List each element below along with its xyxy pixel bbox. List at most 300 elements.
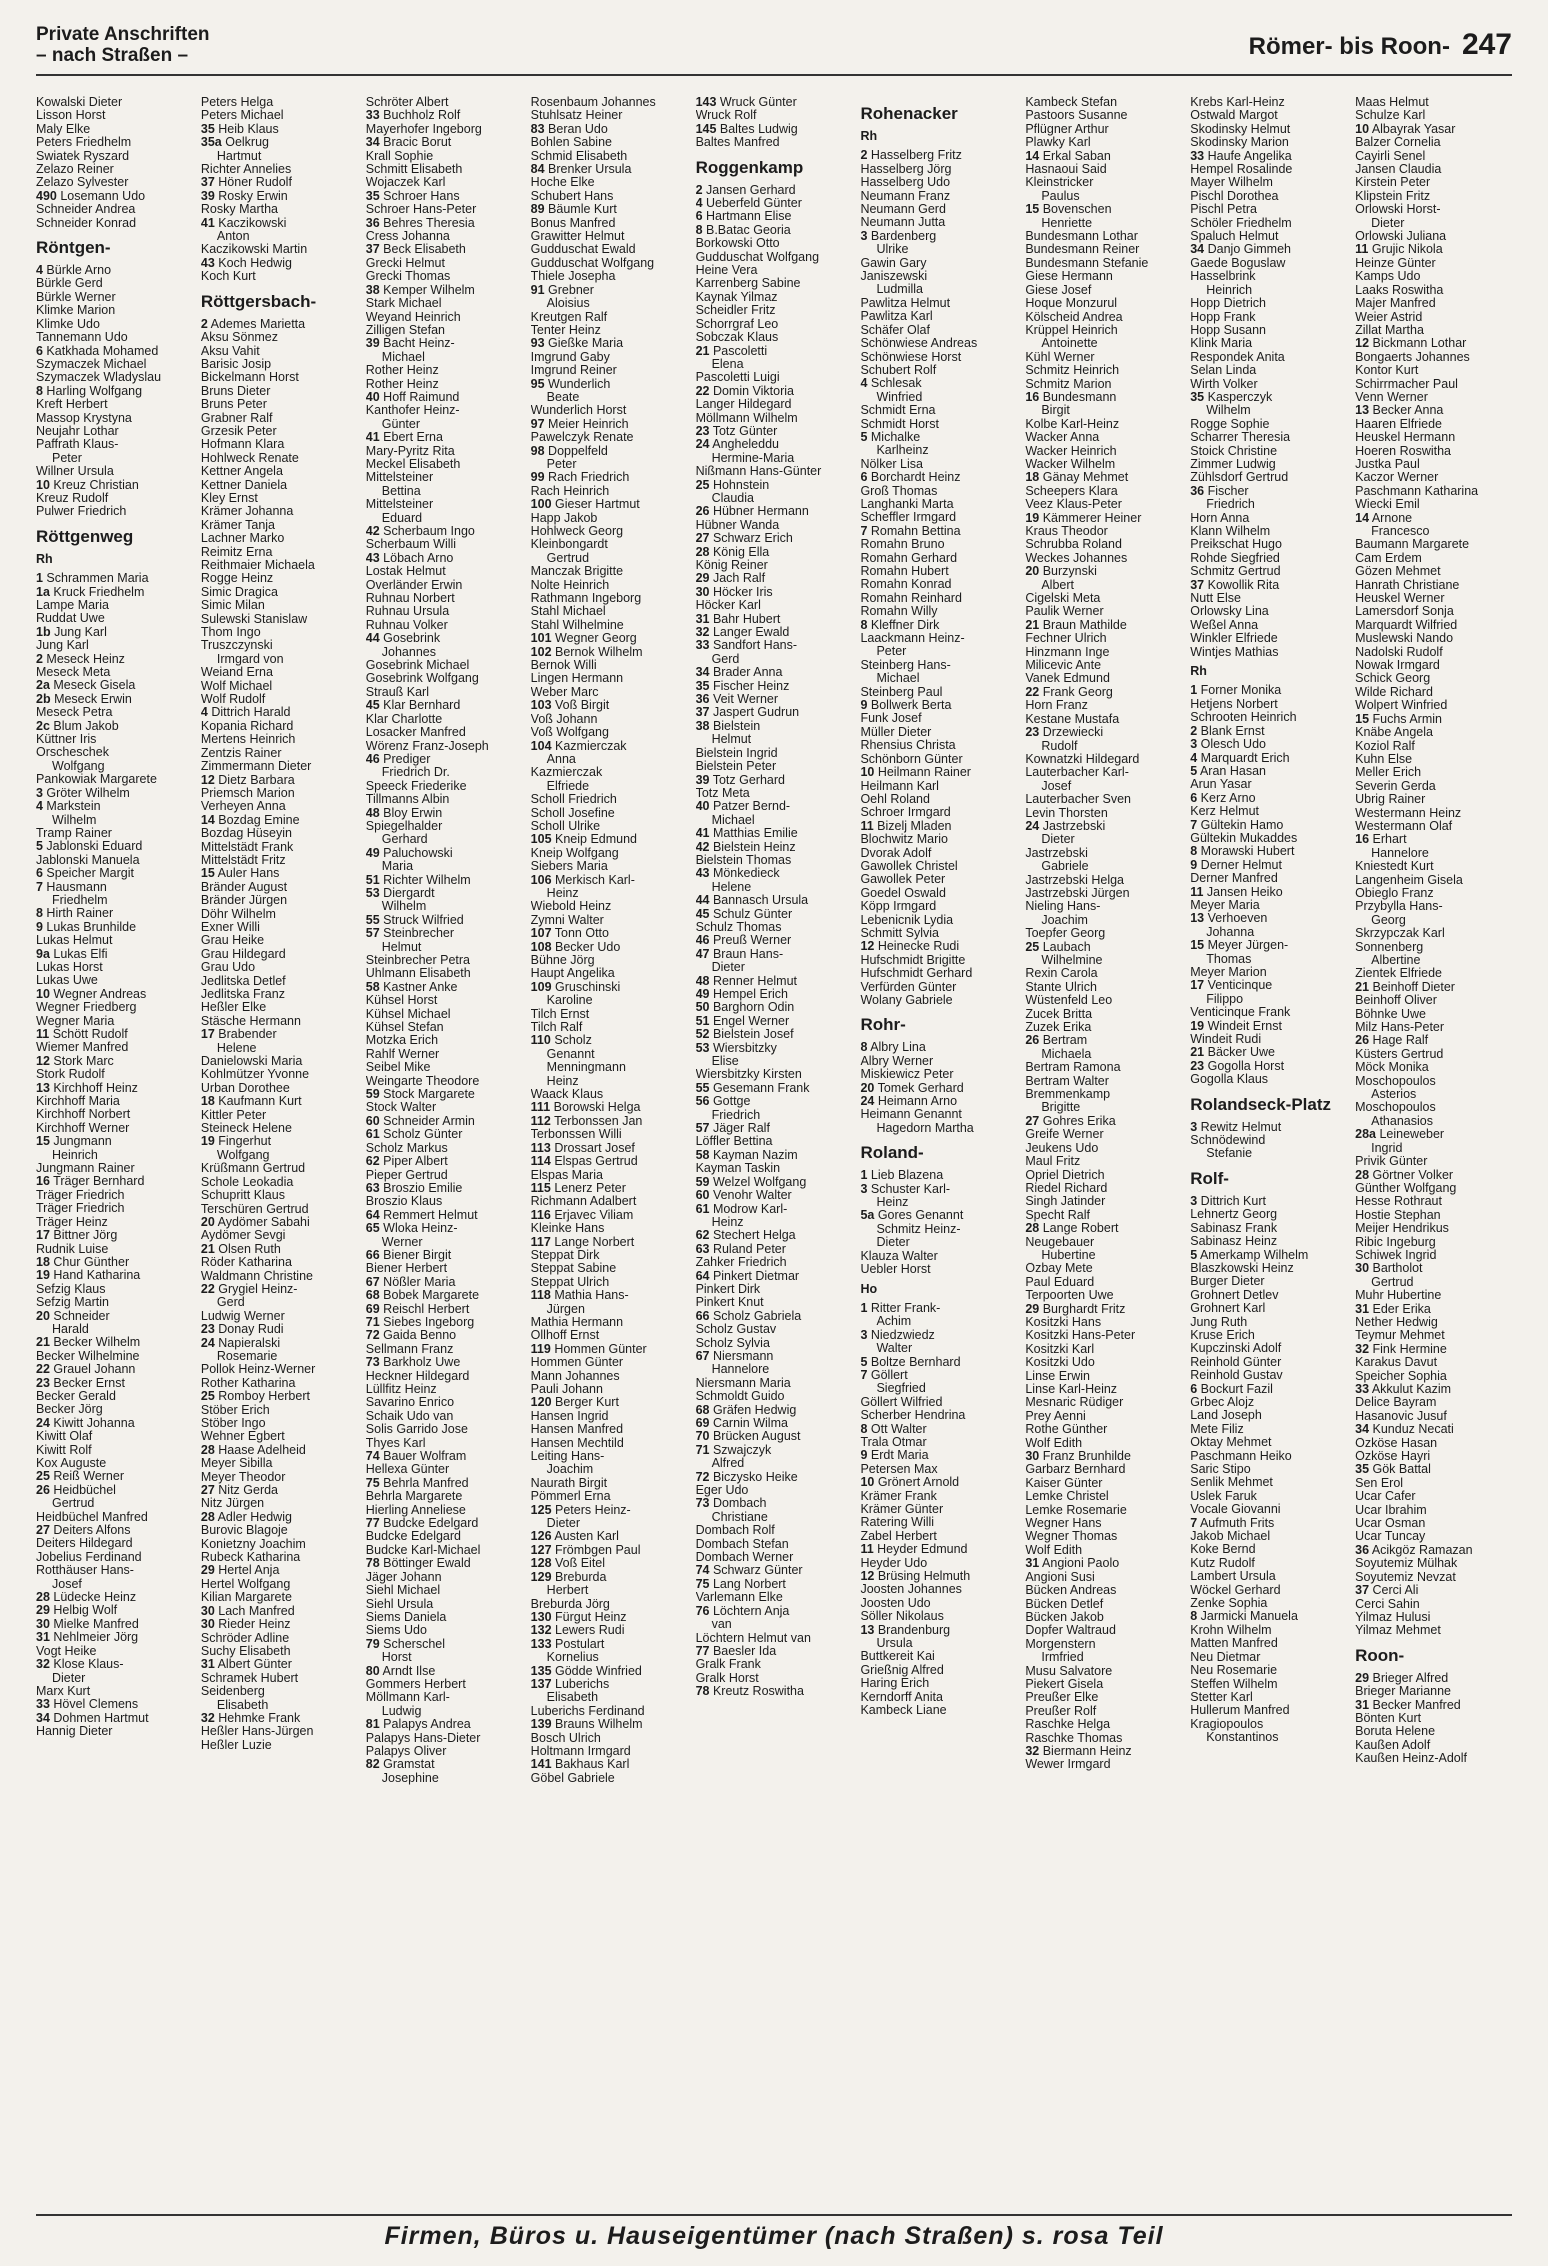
resident-entry: Heuskel Werner — [1355, 592, 1445, 606]
house-number: 67 — [365, 1275, 380, 1289]
header-left — [36, 24, 210, 66]
resident-entry: Kaiser Günter — [1025, 1476, 1103, 1490]
resident-entry: 117 Lange Norbert — [530, 1235, 635, 1249]
resident-entry: Scholl Ulrike — [530, 819, 601, 833]
resident-entry: Hopp Dietrich — [1190, 297, 1266, 311]
resident-entry: 27 Schwarz Erich — [695, 532, 793, 546]
resident-entry: 37 Beck Elisabeth — [365, 243, 466, 257]
street-heading: Röttgenweg — [36, 526, 134, 546]
house-number: 57 — [365, 927, 380, 941]
resident-entry: Zuzek Erika — [1025, 1021, 1092, 1035]
resident-entry: 8 Jarmicki Manuela — [1190, 1610, 1298, 1624]
entry-continuation: Rudolf — [1041, 739, 1078, 753]
resident-entry: Schmitz Marion — [1025, 377, 1112, 391]
page-footer: Firmen, Büros u. Hauseigentümer (nach Straßen) s. rosa Teil — [36, 2214, 1512, 2256]
resident-entry: 44 Bannasch Ursula — [695, 894, 809, 908]
entry-continuation: Schmitz Heinz- — [876, 1222, 961, 1236]
resident-entry: Wolany Gabriele — [860, 994, 953, 1007]
resident-entry: 2 Meseck Heinz — [36, 652, 125, 666]
resident-entry: 106 Merkisch Karl- — [530, 873, 635, 887]
resident-entry: Orlowsky Lina — [1190, 605, 1269, 619]
house-number: 29 — [1025, 1302, 1040, 1316]
resident-entry: Eger Udo — [695, 1484, 749, 1498]
resident-entry: 34 Dohmen Hartmut — [36, 1711, 149, 1725]
resident-entry: Schubert Hans — [530, 189, 614, 203]
house-number: 38 — [365, 283, 380, 297]
resident-entry: 24 Jastrzebski — [1025, 819, 1106, 833]
resident-entry: Swiatek Ryszard — [36, 149, 130, 163]
resident-entry: Schneider Konrad — [36, 216, 137, 230]
resident-entry: Sen Erol — [1355, 1476, 1404, 1490]
resident-entry: Koziol Ralf — [1355, 739, 1415, 753]
resident-entry: Gosebrink Wolfgang — [365, 672, 479, 686]
resident-entry: Nitz Jürgen — [200, 1497, 265, 1511]
entry-continuation: Horst — [381, 1651, 412, 1665]
resident-entry: 32 Langer Ewald — [695, 626, 790, 640]
resident-entry: Özköse Hayri — [1355, 1450, 1431, 1464]
resident-entry: Mann Johannes — [530, 1369, 620, 1383]
resident-entry: Nieling Hans- — [1025, 900, 1101, 914]
resident-entry: Klauza Walter — [860, 1249, 938, 1263]
house-number: 8 — [695, 223, 703, 237]
resident-entry: Schmid Elisabeth — [530, 149, 628, 163]
resident-entry: 46 Preuß Werner — [695, 934, 792, 948]
resident-entry: 9a Lukas Elfi — [36, 947, 108, 961]
resident-entry: Aksu Vahit — [200, 344, 260, 358]
house-number: 17 — [200, 1028, 215, 1042]
house-number: 108 — [530, 940, 552, 954]
resident-entry: 4 Ueberfeld Günter — [695, 197, 802, 211]
house-number: 93 — [530, 337, 545, 351]
resident-entry: Schorrgraf Leo — [695, 317, 779, 331]
resident-entry: Suchy Elisabeth — [200, 1644, 291, 1658]
house-number: 41 — [365, 431, 380, 445]
resident-entry: 133 Postulart — [530, 1637, 605, 1651]
resident-entry: Meyer Maria — [1190, 898, 1260, 912]
entry-continuation: Elfriede — [546, 779, 590, 793]
house-number: 46 — [365, 752, 380, 766]
resident-entry: Hierling Anneliese — [365, 1503, 466, 1517]
resident-entry: 14 Bozdag Emine — [200, 813, 300, 827]
resident-entry: Heilmann Karl — [860, 779, 939, 793]
house-number: 10 — [1355, 122, 1370, 136]
house-number: 34 — [695, 666, 710, 680]
resident-entry: Ratering Willi — [860, 1516, 935, 1530]
resident-entry: Rother Katharina — [200, 1376, 296, 1390]
resident-entry: Scheffler Irmgard — [860, 511, 957, 525]
resident-entry: Siems Udo — [365, 1624, 427, 1638]
entry-continuation: Heinrich — [1206, 283, 1253, 297]
resident-entry: Zabel Herbert — [860, 1529, 937, 1543]
resident-entry: 68 Bobek Margarete — [365, 1289, 480, 1303]
resident-entry: Krüppel Heinrich — [1025, 323, 1118, 337]
resident-entry: Veez Klaus-Peter — [1025, 498, 1122, 512]
resident-entry: 91 Grebner — [530, 283, 594, 297]
resident-entry: Hetjens Norbert — [1190, 697, 1278, 711]
resident-entry: Neugebauer — [1025, 1235, 1095, 1249]
resident-entry: Goedel Oswald — [860, 886, 946, 900]
house-number: 49 — [365, 846, 380, 860]
resident-entry: Träger Friedrich — [36, 1202, 125, 1216]
resident-entry: Stahl Wilhelmine — [530, 618, 624, 632]
resident-entry: 12 Stork Marc — [36, 1054, 114, 1068]
resident-entry: Wegner Maria — [36, 1014, 115, 1028]
street-range-title: Römer- bis Roon- — [1248, 33, 1450, 60]
house-number: 8 — [36, 384, 43, 398]
resident-entry: 35 Gök Battal — [1355, 1463, 1431, 1477]
resident-entry: 45 Schulz Günter — [695, 907, 793, 921]
resident-entry: 29 Jach Ralf — [695, 572, 766, 586]
resident-entry: 9 Erdt Maria — [860, 1449, 929, 1463]
resident-entry: Zelazo Reiner — [36, 163, 114, 177]
resident-entry: 97 Meier Heinrich — [530, 417, 629, 431]
resident-entry: Milicevic Ante — [1025, 659, 1102, 673]
resident-entry: Mittelsteiner — [365, 471, 434, 485]
resident-entry: Thom Ingo — [200, 626, 261, 640]
resident-entry: 23 Becker Ernst — [36, 1376, 125, 1390]
house-number: 7 — [1190, 1516, 1198, 1530]
resident-entry: 67 Nößler Maria — [365, 1275, 456, 1289]
resident-entry: Paschmann Heiko — [1190, 1449, 1292, 1463]
resident-entry: 82 Gramstat — [365, 1758, 435, 1772]
resident-entry: Hommen Günter — [530, 1356, 624, 1370]
resident-entry: 22 Grygiel Heinz- — [200, 1282, 298, 1296]
resident-entry: Losacker Manfred — [365, 726, 466, 740]
resident-entry: 19 Kämmerer Heiner — [1025, 511, 1142, 525]
resident-entry: Budcke Edelgard — [365, 1530, 461, 1544]
resident-entry: Beinhoff Oliver — [1355, 994, 1437, 1008]
resident-entry: Schramek Hubert — [200, 1671, 299, 1685]
resident-entry: Hellexa Günter — [365, 1463, 450, 1477]
resident-entry: 18 Chur Günther — [36, 1255, 130, 1269]
resident-entry: Varlemann Elke — [695, 1591, 783, 1605]
resident-entry: 33 Akkulut Kazim — [1355, 1383, 1452, 1396]
resident-entry: Spaluch Helmut — [1190, 230, 1279, 244]
resident-entry: 1 Forner Monika — [1190, 684, 1282, 698]
resident-entry: 40 Patzer Bernd- — [695, 800, 791, 814]
resident-entry: Reinhold Günter — [1190, 1355, 1282, 1369]
resident-entry: Schirrmacher Paul — [1355, 377, 1458, 391]
resident-entry: Kontor Kurt — [1355, 364, 1419, 378]
house-number: 33 — [365, 109, 380, 123]
resident-entry: Maul Fritz — [1025, 1155, 1081, 1169]
resident-entry: Bürkle Gerd — [36, 277, 103, 291]
resident-entry: Wiecki Emil — [1355, 498, 1420, 512]
house-number: 18 — [36, 1255, 50, 1269]
resident-entry: 35 Schroer Hans — [365, 189, 460, 203]
resident-entry: Kreutgen Ralf — [530, 310, 608, 324]
resident-entry: Wegner Thomas — [1025, 1530, 1118, 1544]
resident-entry: Ubrig Rainer — [1355, 793, 1426, 807]
house-number: 1 — [860, 1169, 868, 1183]
resident-entry: Küsters Gertrud — [1355, 1047, 1444, 1061]
resident-entry: Trala Otmar — [860, 1435, 927, 1449]
house-number: 55 — [695, 1081, 710, 1095]
resident-entry: Reinhold Gustav — [1190, 1369, 1283, 1383]
resident-entry: Kerndorff Anita — [860, 1690, 943, 1704]
house-number: 48 — [695, 974, 710, 988]
house-number: 36 — [695, 693, 710, 707]
resident-entry: Küttner Iris — [36, 733, 97, 747]
entry-continuation: Werner — [381, 1235, 423, 1249]
resident-entry: Westermann Heinz — [1355, 806, 1462, 820]
resident-entry: Heuskel Hermann — [1355, 431, 1456, 445]
resident-entry: Pascoletti Luigi — [695, 371, 780, 385]
house-number: 35 — [1190, 390, 1205, 404]
resident-entry: Romahn Willy — [860, 605, 938, 619]
resident-entry: Willner Ursula — [36, 465, 114, 479]
house-number: 31 — [1025, 1557, 1040, 1571]
resident-entry: 74 Schwarz Günter — [695, 1564, 803, 1578]
entry-continuation: Elise — [711, 1055, 739, 1069]
house-number: 95 — [530, 377, 545, 391]
resident-entry: Koke Bernd — [1190, 1543, 1256, 1557]
resident-entry: Zilligen Stefan — [365, 323, 445, 337]
resident-entry: Bongaerts Johannes — [1355, 350, 1470, 364]
resident-entry: Konietzny Joachim — [200, 1537, 306, 1551]
house-number: 21 — [200, 1242, 215, 1256]
resident-entry: Pischl Petra — [1190, 203, 1257, 217]
resident-entry: 8 Kleffner Dirk — [860, 618, 940, 632]
resident-entry: Krämer Günter — [860, 1503, 944, 1516]
resident-entry: Hoque Monzurul — [1025, 297, 1118, 311]
resident-entry: Kleinstricker — [1025, 176, 1094, 190]
resident-entry: 93 Gießke Maria — [530, 337, 624, 351]
resident-entry: 58 Kayman Nazim — [695, 1148, 798, 1162]
resident-entry: Angioni Susi — [1025, 1570, 1095, 1584]
house-number: 75 — [695, 1577, 710, 1591]
house-number: 5 — [36, 840, 43, 854]
resident-entry: 6 Katkhada Mohamed — [36, 344, 159, 358]
house-number: 32 — [36, 1658, 50, 1672]
resident-entry: 84 Brenker Ursula — [530, 163, 632, 177]
resident-entry: Hinzmann Inge — [1025, 645, 1110, 659]
resident-entry: 4 Bürkle Arno — [36, 264, 112, 278]
house-number: 34 — [365, 136, 380, 150]
house-number: 45 — [365, 699, 380, 713]
resident-entry: Kettner Daniela — [200, 478, 288, 492]
entry-continuation: Hannelore — [711, 1363, 770, 1377]
house-number: 66 — [365, 1248, 380, 1262]
resident-entry: Steppat Dirk — [530, 1248, 600, 1262]
resident-entry: Grohnert Karl — [1190, 1302, 1266, 1316]
house-number: 9 — [1190, 858, 1198, 872]
entry-continuation: Ursula — [876, 1637, 913, 1651]
resident-entry: Wirth Volker — [1190, 377, 1258, 391]
resident-entry: Rexin Carola — [1025, 967, 1098, 981]
resident-entry: Terpoorten Uwe — [1025, 1289, 1114, 1303]
resident-entry: Rach Heinrich — [530, 484, 610, 498]
resident-entry: Preußer Elke — [1025, 1691, 1099, 1705]
entry-continuation: Kornelius — [546, 1651, 599, 1665]
house-number: 39 — [695, 773, 710, 787]
house-number: 5 — [1190, 1248, 1198, 1262]
resident-entry: 40 Hoff Raimund — [365, 390, 460, 404]
resident-entry: 51 Engel Werner — [695, 1014, 790, 1028]
resident-entry: Kaczikowski Martin — [200, 243, 308, 257]
resident-entry: Jastrzebski — [1025, 846, 1088, 860]
street-heading: Rolf- — [1190, 1168, 1229, 1188]
house-number: 35 — [695, 679, 710, 693]
resident-entry: Lingen Hermann — [530, 672, 624, 686]
resident-entry: Kilian Margarete — [200, 1591, 292, 1605]
house-number: 26 — [36, 1483, 50, 1497]
resident-entry: 61 Modrow Karl- — [695, 1202, 788, 1216]
house-number: 107 — [530, 927, 552, 941]
resident-entry: Giese Josef — [1025, 283, 1092, 297]
resident-entry: Nutt Else — [1190, 592, 1241, 606]
resident-entry: Wegner Hans — [1025, 1517, 1102, 1531]
resident-entry: Richmann Adalbert — [530, 1195, 637, 1209]
entry-continuation: Wolfgang — [216, 1148, 270, 1162]
house-number: 36 — [1190, 484, 1205, 498]
resident-entry: 11 Grujic Nikola — [1355, 243, 1443, 257]
resident-entry: Rosenbaum Johannes — [530, 96, 656, 109]
entry-continuation: Harald — [52, 1322, 89, 1336]
resident-entry: Bozdag Hüseyin — [200, 827, 292, 841]
resident-entry: 25 Laubach — [1025, 940, 1091, 954]
resident-entry: Köpp Irmgard — [860, 900, 937, 914]
entry-continuation: Dieter — [1041, 833, 1075, 847]
entry-continuation: Siegfried — [876, 1382, 926, 1396]
resident-entry: Kirchhoff Norbert — [36, 1108, 131, 1122]
resident-entry: Wacker Heinrich — [1025, 444, 1117, 458]
house-number: 64 — [695, 1269, 710, 1283]
house-number: 69 — [365, 1302, 380, 1316]
resident-entry: 81 Palapys Andrea — [365, 1718, 471, 1732]
resident-entry: Träger Heinz — [36, 1215, 108, 1229]
house-number: 72 — [695, 1470, 710, 1484]
house-number: 14 — [1355, 511, 1370, 525]
resident-entry: Kühsel Michael — [365, 1007, 451, 1021]
resident-entry: 32 Fink Hermine — [1355, 1342, 1447, 1356]
resident-entry: Zillat Martha — [1355, 323, 1424, 337]
resident-entry: 5 Aran Hasan — [1190, 764, 1266, 778]
house-number: 126 — [530, 1530, 552, 1544]
entry-continuation: Joachim — [1041, 913, 1088, 927]
resident-entry: Urban Dorothee — [200, 1081, 290, 1095]
resident-entry: 22 Grauel Johann — [36, 1363, 136, 1377]
resident-entry: Langer Hildegard — [695, 398, 792, 412]
house-number: 8 — [860, 1422, 868, 1436]
resident-entry: Leiting Hans- — [530, 1450, 605, 1464]
resident-entry: Krebs Karl-Heinz — [1190, 96, 1285, 109]
resident-entry: Westermann Olaf — [1355, 819, 1453, 833]
resident-entry: Plawky Karl — [1025, 136, 1091, 150]
resident-entry: 62 Stechert Helga — [695, 1229, 796, 1243]
entry-continuation: Karoline — [546, 994, 593, 1008]
resident-entry: Schmitz Heinrich — [1025, 364, 1120, 378]
house-number: 6 — [695, 210, 703, 224]
resident-entry: 71 Siebes Ingeborg — [365, 1315, 475, 1329]
resident-entry: 3 Bardenberg — [860, 229, 937, 243]
resident-entry: 28 Görtner Volker — [1355, 1168, 1454, 1182]
resident-entry: 23 Totz Günter — [695, 424, 778, 438]
resident-entry: Bohlen Sabine — [530, 136, 612, 150]
resident-entry: 31 Nehlmeier Jörg — [36, 1631, 139, 1645]
resident-entry: Voß Wolfgang — [530, 726, 609, 740]
resident-entry: 42 Bielstein Heinz — [695, 840, 796, 854]
resident-entry: Schrooten Heinrich — [1190, 711, 1297, 725]
house-number: 97 — [530, 417, 545, 431]
resident-entry: Kaynak Yilmaz — [695, 290, 778, 304]
resident-entry: 20 Burzynski — [1025, 565, 1097, 579]
house-number: 11 — [36, 1028, 50, 1041]
resident-entry: Skodinsky Helmut — [1190, 122, 1291, 136]
directory-column — [366, 96, 523, 2216]
resident-entry: Elspas Maria — [530, 1168, 603, 1182]
resident-entry: Orscheschek — [36, 746, 109, 760]
house-number: 13 — [1355, 404, 1370, 418]
resident-entry: Neumann Jutta — [860, 216, 946, 230]
entry-continuation: Elisabeth — [546, 1691, 599, 1705]
resident-entry: Gralk Horst — [695, 1671, 759, 1685]
house-number: 17 — [1190, 979, 1205, 993]
resident-entry: Speicher Sophia — [1355, 1369, 1447, 1383]
house-number: 39 — [200, 189, 215, 203]
resident-entry: 15 Meyer Jürgen- — [1190, 939, 1289, 953]
resident-entry: 51 Richter Wilhelm — [365, 873, 471, 887]
resident-entry: Kopania Richard — [200, 719, 294, 733]
house-number: 6 — [36, 344, 43, 358]
house-number: 106 — [530, 873, 552, 887]
resident-entry: Stante Ulrich — [1025, 980, 1097, 994]
resident-entry: Wruck Rolf — [695, 109, 757, 123]
resident-entry: Skodinsky Marion — [1190, 136, 1289, 150]
resident-entry: Kositzki Karl — [1025, 1342, 1095, 1356]
resident-entry: Lauterbacher Sven — [1025, 793, 1131, 807]
resident-entry: Lostak Helmut — [365, 565, 446, 579]
house-number: 2 — [1190, 724, 1198, 738]
resident-entry: Schönborn Günter — [860, 752, 963, 766]
resident-entry: Levin Thorsten — [1025, 806, 1108, 820]
resident-entry: 103 Voß Birgit — [530, 699, 610, 713]
entry-continuation: Anna — [546, 752, 576, 766]
resident-entry: Becker Jörg — [36, 1403, 103, 1417]
resident-entry: Seidenberg — [200, 1685, 265, 1699]
house-number: 27 — [200, 1484, 215, 1498]
resident-entry: 59 Welzel Wolfgang — [695, 1175, 807, 1189]
resident-entry: 20 Schneider — [36, 1309, 110, 1323]
resident-entry: Hopp Frank — [1190, 310, 1256, 324]
house-number: 129 — [530, 1570, 552, 1584]
resident-entry: 73 Dombach — [695, 1497, 767, 1511]
directory-column — [1355, 96, 1512, 2216]
resident-entry: Klink Maria — [1190, 337, 1253, 351]
resident-entry: Hullerum Manfred — [1190, 1704, 1290, 1718]
entry-continuation: Hermine-Maria — [711, 451, 795, 465]
resident-entry: Kerz Helmut — [1190, 805, 1260, 819]
house-number: 69 — [695, 1417, 710, 1430]
house-number: 28 — [1355, 1168, 1370, 1182]
resident-entry: 37 Kowollik Rita — [1190, 578, 1280, 592]
house-number: 35 — [365, 189, 380, 203]
resident-entry: 34 Danjo Gimmeh — [1190, 243, 1291, 257]
resident-entry: 12 Dietz Barbara — [200, 773, 295, 787]
house-number: 35 — [1355, 1463, 1370, 1477]
resident-entry: Scholz Gustav — [695, 1323, 777, 1337]
resident-entry: Haring Erich — [860, 1677, 930, 1691]
house-number: 50 — [695, 1001, 710, 1015]
house-number: 24 — [1025, 819, 1040, 833]
resident-entry: 137 Luberichs — [530, 1677, 610, 1691]
resident-entry: 130 Fürgut Heinz — [530, 1610, 627, 1624]
resident-entry: Jedlitska Detlef — [200, 974, 286, 988]
resident-entry: Kositzki Udo — [1025, 1356, 1095, 1370]
resident-entry: Horn Anna — [1190, 511, 1250, 525]
resident-entry: Prey Aenni — [1025, 1409, 1086, 1423]
resident-entry: 29 Helbig Wolf — [36, 1604, 118, 1618]
